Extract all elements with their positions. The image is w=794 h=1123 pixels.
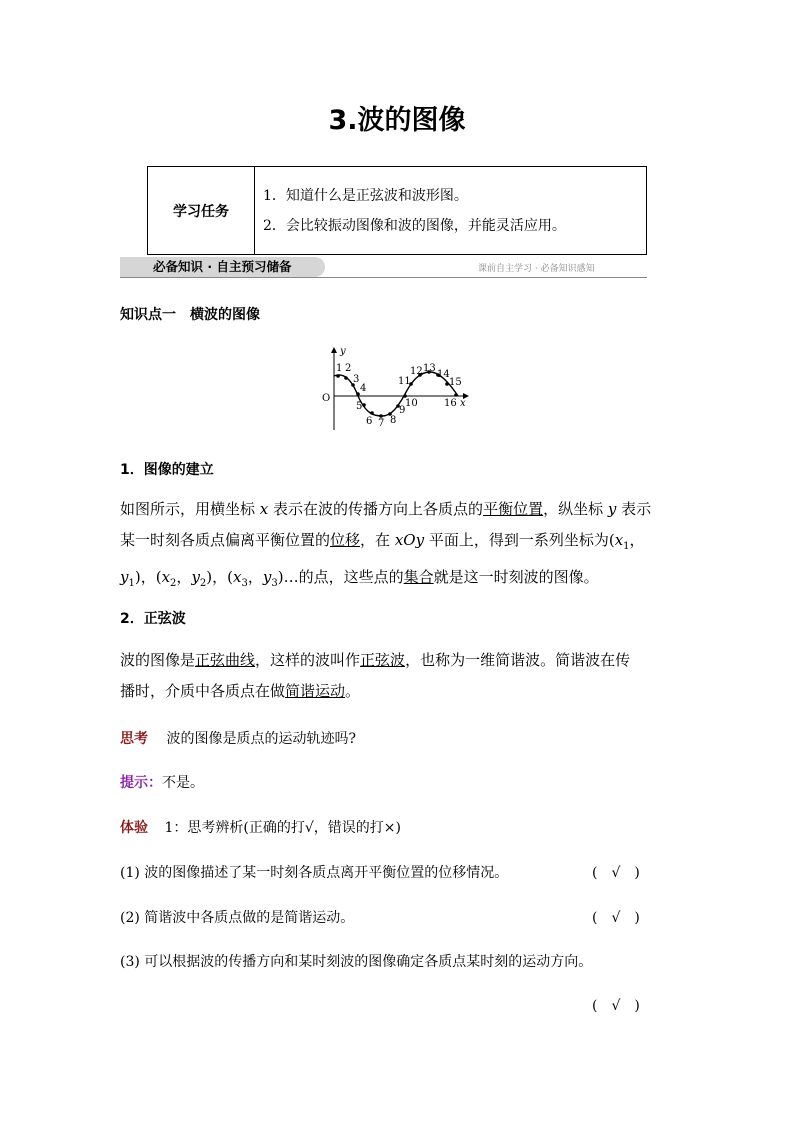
hint-line [120,772,204,792]
banner-right-note: 课前自主学习 · 必备知识感知 [478,264,595,274]
point-labels [322,346,466,429]
experience-num: 1： [164,820,188,836]
think-label: 思考 [120,731,148,747]
think-text: 波的图像是质点的运动轨迹吗? [166,731,356,747]
point-label-16: 16 [444,398,457,409]
experience-title: 思考辨析(正确的打√，错误的打×) [187,820,401,836]
x-axis-label: x [460,398,466,409]
experience-line [120,817,401,837]
point-label-5: 5 [356,401,363,412]
point-label-10: 10 [405,398,418,409]
subheading-sine-wave: 2．正弦波 [120,611,186,627]
wave-figure [316,342,476,434]
point-label-6: 6 [366,416,373,427]
hint-text: 不是。 [162,775,204,791]
point-label-13: 13 [423,363,436,374]
page-title: 3.波的图像 [328,105,466,136]
judgment-mark-2: ( √ ) [592,910,640,926]
point-label-3: 3 [353,374,360,385]
task-item-2: 2．会比较振动图像和波的图像，并能灵活应用。 [263,217,566,234]
point-2 [344,376,348,380]
learning-task-table [147,166,647,255]
point-1 [336,374,340,378]
hint-label: 提示： [120,775,162,791]
judgment-item-2: (2) 简谐波中各质点做的是简谐运动。 [120,910,355,926]
origin-label: O [322,393,331,404]
point-label-2: 2 [345,363,352,374]
think-line [120,728,356,748]
point-label-14: 14 [437,369,450,380]
judgment-mark-1: ( √ ) [592,865,640,881]
paragraph-image-building: 如图所示，用横坐标 x 表示在波的传播方向上各质点的平衡位置，纵坐标 y 表示 某一时刻各质点偏离平衡位置的位移，在 xOy 平面上，得到一系列坐标为($x_1$， $y_1$)，($x_2$，$y_2$)，($x_3$，$y_3)\dots$的点，这些点的集合就是这一时刻波的图像。 [120,500,652,589]
point-label-8: 8 [390,415,397,426]
point-label-1: 1 [336,363,343,374]
task-item-1: 1．知道什么是正弦波和波形图。 [263,187,468,204]
judgment-item-1: (1) 波的图像描述了某一时刻各质点离开平衡位置的位移情况。 [120,865,509,881]
point-5 [362,403,366,407]
point-label-15: 15 [449,377,462,388]
paragraph-sine-wave: 波的图像是正弦曲线，这样的波叫作正弦波，也称为一维简谐波。简谐波在传 播时，介质中各质点在做简谐运动。 [120,651,631,700]
section-banner: 必备知识 · 自主预习储备 [120,257,325,277]
experience-label: 体验 [120,820,148,836]
point-label-12: 12 [410,366,423,377]
judgment-mark-3: ( √ ) [592,998,640,1014]
point-label-9: 9 [399,405,406,416]
knowledge-point-heading: 知识点一 横波的图像 [120,307,260,323]
task-body [255,167,647,255]
point-label-4: 4 [360,383,367,394]
subheading-image-building: 1．图像的建立 [120,462,214,478]
task-header: 学习任务 [148,167,255,255]
point-16 [454,393,458,397]
y-axis-label: y [340,346,346,357]
banner-divider [120,277,647,278]
point-6 [370,411,374,415]
judgment-item-3: (3) 可以根据波的传播方向和某时刻波的图像确定各质点某时刻的运动方向。 [120,954,593,970]
point-label-11: 11 [398,376,411,387]
point-label-7: 7 [378,418,385,429]
